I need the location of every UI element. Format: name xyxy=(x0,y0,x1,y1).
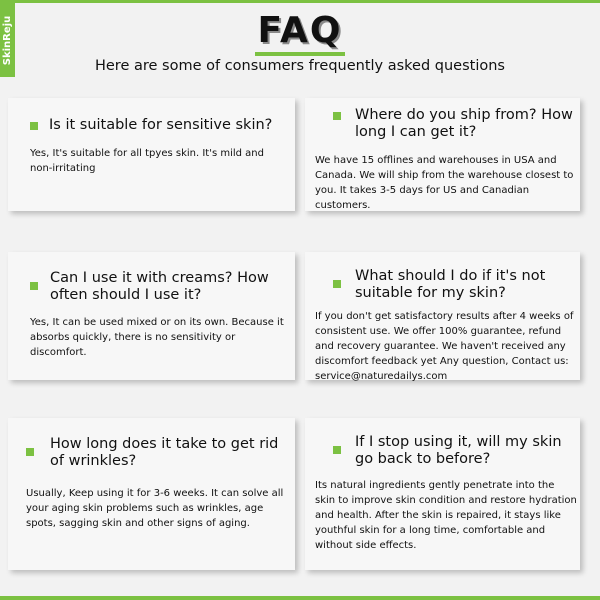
bottom-accent-rule xyxy=(0,596,600,600)
faq-card-creams xyxy=(8,252,295,380)
faq-card-not-suitable xyxy=(305,252,580,380)
faq-answer: Yes, It can be used mixed or on its own. Because it absorbs quickly, there is no sensitivity or discomfort. xyxy=(30,317,284,358)
faq-question: Is it suitable for sensitive skin? xyxy=(49,117,273,133)
bullet-square-icon xyxy=(30,122,38,130)
faq-question: Can I use it with creams? How often should I use it? xyxy=(50,270,269,303)
faq-card-wrinkles xyxy=(8,418,295,570)
brand-logo-text: SkinReju xyxy=(2,15,13,65)
bullet-square-icon xyxy=(333,112,341,120)
page-subtitle: Here are some of consumers frequently asked questions xyxy=(94,58,505,74)
faq-answer: Yes, It's suitable for all tpyes skin. It's mild and non-irritating xyxy=(30,148,264,174)
bullet-square-icon xyxy=(30,282,38,290)
bullet-square-icon xyxy=(333,280,341,288)
top-accent-rule xyxy=(0,0,600,3)
faq-answer: Its natural ingredients gently penetrate into the skin to improve skin condition and restore hydration and health. After the skin is repaired, it stays like youthful skin for a long time, comfortable and without side effects. xyxy=(315,480,577,551)
faq-answer: We have 15 offlines and warehouses in USA and Canada. We will ship from the warehouse closest to you. It takes 3-5 days for US and Canadian customers. xyxy=(315,155,574,211)
page-title: FAQ xyxy=(257,10,343,51)
faq-answer: Usually, Keep using it for 3-6 weeks. It can solve all your aging skin problems such as wrinkles, age spots, sagging skin and other signs of aging. xyxy=(26,488,284,529)
faq-question: What should I do if it's not suitable for my skin? xyxy=(355,268,546,301)
bullet-square-icon xyxy=(333,446,341,454)
faq-question: How long does it take to get rid of wrinkles? xyxy=(50,436,279,469)
faq-answer: If you don't get satisfactory results after 4 weeks of consistent use. We offer 100% guarantee, refund and recovery guarantee. We haven't received any discomfort feedback yet Any question, Contact us: service@naturedailys.com xyxy=(315,311,574,382)
faq-card-sensitive-skin xyxy=(8,98,295,211)
faq-card-shipping xyxy=(305,98,580,211)
faq-card-stop-using xyxy=(305,418,580,570)
faq-question: If I stop using it, will my skin go back to before? xyxy=(355,434,562,467)
bullet-square-icon xyxy=(26,448,34,456)
title-underline xyxy=(255,52,345,56)
faq-question: Where do you ship from? How long I can get it? xyxy=(355,107,573,140)
